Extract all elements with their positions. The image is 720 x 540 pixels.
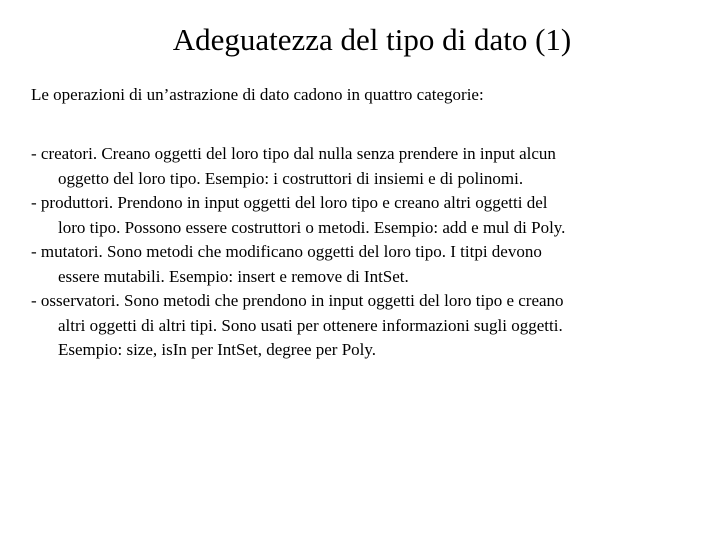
list-item-mutatori: [31, 240, 681, 289]
list-item-line: oggetto del loro tipo. Esempio: i costruttori di insiemi e di polinomi.: [58, 168, 524, 188]
list-item-line: altri oggetti di altri tipi. Sono usati per ottenere informazioni sugli oggetti.: [58, 315, 563, 335]
list-item-line: - mutatori. Sono metodi che modificano oggetti del loro tipo. I titpi devono: [31, 242, 542, 261]
list-item-line: - osservatori. Sono metodi che prendono in input oggetti del loro tipo e creano: [31, 291, 564, 310]
slide-title: Adeguatezza del tipo di dato (1): [172, 22, 572, 57]
operation-categories-list: [31, 142, 681, 363]
list-item-line: loro tipo. Possono essere costruttori o metodi. Esempio: add e mul di Poly.: [58, 217, 566, 237]
list-item-line: - produttori. Prendono in input oggetti del loro tipo e creano altri oggetti del: [31, 193, 548, 212]
list-item-line: essere mutabili. Esempio: insert e remove di IntSet.: [58, 266, 409, 286]
list-item-creatori: [31, 142, 681, 191]
list-item-line: Esempio: size, isIn per IntSet, degree per Poly.: [58, 340, 377, 359]
list-item-produttori: [31, 191, 681, 240]
intro-text: Le operazioni di un’astrazione di dato cadono in quattro categorie:: [31, 85, 484, 104]
list-item-osservatori: [31, 289, 681, 363]
list-item-line: - creatori. Creano oggetti del loro tipo dal nulla senza prendere in input alcun: [31, 144, 556, 163]
